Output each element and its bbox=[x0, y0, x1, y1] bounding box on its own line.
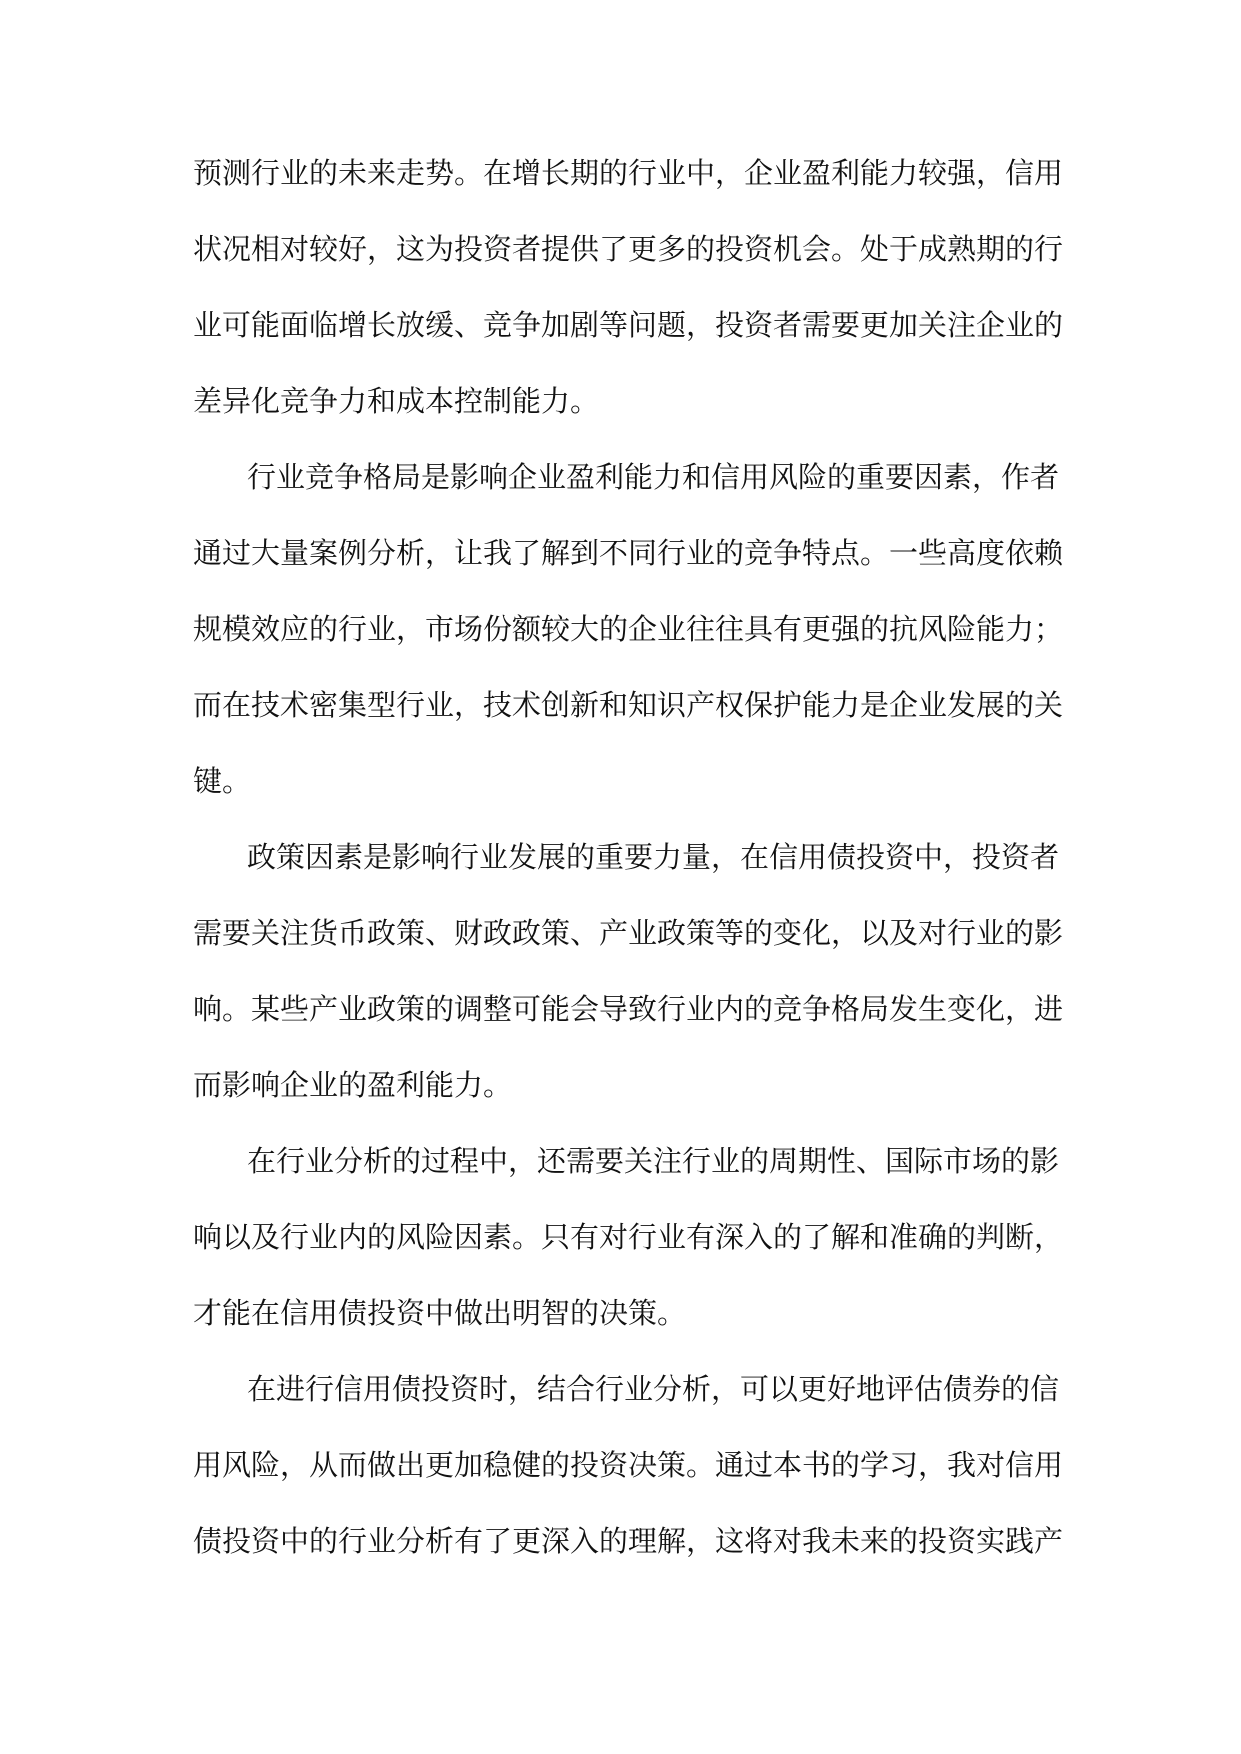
text-line: 政策因素是影响行业发展的重要力量，在信用债投资中，投资者 bbox=[247, 840, 1060, 874]
text-line: 通过大量案例分析，让我了解到不同行业的竞争特点。一些高度依赖 bbox=[193, 536, 1064, 570]
text-line: 响。某些产业政策的调整可能会导致行业内的竞争格局发生变化，进 bbox=[193, 992, 1064, 1026]
text-line: 才能在信用债投资中做出明智的决策。 bbox=[193, 1296, 687, 1330]
text-line: 差异化竞争力和成本控制能力。 bbox=[193, 384, 600, 418]
text-line: 在行业分析的过程中，还需要关注行业的周期性、国际市场的影 bbox=[247, 1144, 1060, 1178]
text-line: 行业竞争格局是影响企业盈利能力和信用风险的重要因素，作者 bbox=[247, 460, 1060, 494]
text-line: 状况相对较好，这为投资者提供了更多的投资机会。处于成熟期的行 bbox=[193, 232, 1064, 266]
text-line: 规模效应的行业，市场份额较大的企业往往具有更强的抗风险能力； bbox=[193, 612, 1064, 646]
text-line: 键。 bbox=[193, 764, 252, 798]
text-line: 需要关注货币政策、财政政策、产业政策等的变化，以及对行业的影 bbox=[193, 916, 1064, 950]
text-line: 而影响企业的盈利能力。 bbox=[193, 1068, 513, 1102]
text-line: 而在技术密集型行业，技术创新和知识产权保护能力是企业发展的关 bbox=[193, 688, 1064, 722]
text-line: 预测行业的未来走势。在增长期的行业中，企业盈利能力较强，信用 bbox=[193, 156, 1064, 190]
text-line: 用风险，从而做出更加稳健的投资决策。通过本书的学习，我对信用 bbox=[193, 1448, 1064, 1482]
text-line: 响以及行业内的风险因素。只有对行业有深入的了解和准确的判断， bbox=[193, 1220, 1064, 1254]
text-line: 业可能面临增长放缓、竞争加剧等问题，投资者需要更加关注企业的 bbox=[193, 308, 1064, 342]
text-line: 在进行信用债投资时，结合行业分析，可以更好地评估债券的信 bbox=[247, 1372, 1060, 1406]
text-line: 债投资中的行业分析有了更深入的理解，这将对我未来的投资实践产 bbox=[193, 1524, 1064, 1558]
